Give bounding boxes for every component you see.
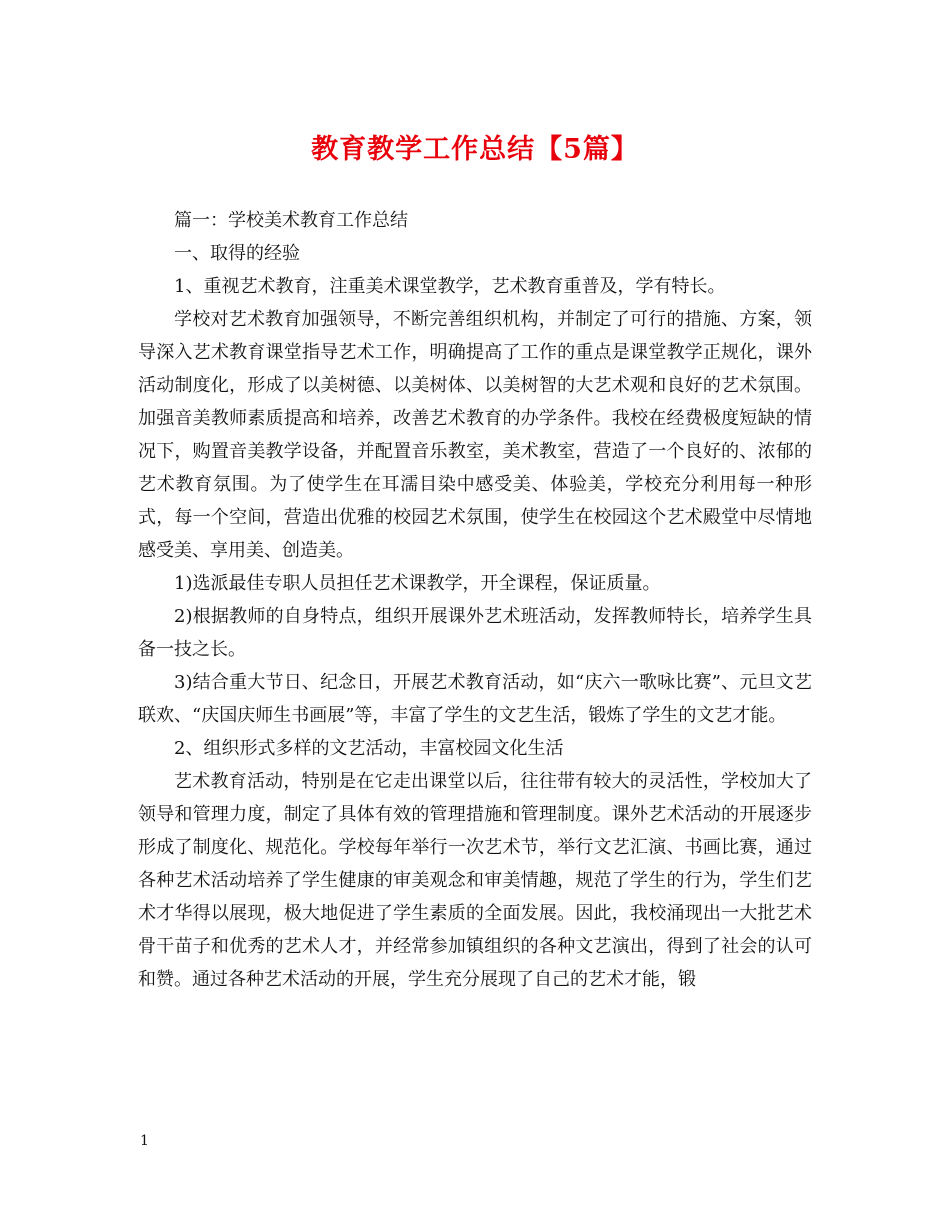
paragraph-5: 1)选派最佳专职人员担任艺术课教学，开全课程，保证质量。: [174, 573, 661, 594]
paragraph-7: 3)结合重大节日、纪念日，开展艺术教育活动，如“庆六一歌咏比赛”、元旦文艺联欢、“庆国庆师生书画展”等，丰富了学生的文艺生活，锻炼了学生的文艺才能。: [138, 672, 812, 726]
paragraph-1: 篇一：学校美术教育工作总结: [174, 210, 408, 231]
paragraph-9: 艺术教育活动，特别是在它走出课堂以后，往往带有较大的灵活性，学校加大了领导和管理力度，制定了具体有效的管理措施和管理制度。课外艺术活动的开展逐步形成了制度化、规范化。学校每年举行一次艺术节，举行文艺汇演、书画比赛，通过各种艺术活动培养了学生健康的审美观念和审美情趣，规范了学生的行为，学生们艺术才华得以展现，极大地促进了学生素质的全面发展。因此，我校涌现出一大批艺术骨干苗子和优秀的艺术人才，并经常参加镇组织的各种文艺演出，得到了社会的认可和赞。通过各种艺术活动的开展，学生充分展现了自己的艺术才能，锻: [138, 771, 812, 990]
paragraph-8: 2、组织形式多样的文艺活动，丰富校园文化生活: [174, 738, 564, 759]
paragraph-2: 一、取得的经验: [174, 243, 300, 264]
page-number: 1: [140, 1133, 149, 1149]
document-body: [138, 204, 812, 996]
paragraph-3: 1、重视艺术教育，注重美术课堂教学，艺术教育重普及，学有特长。: [174, 276, 726, 297]
paragraph-4: 学校对艺术教育加强领导，不断完善组织机构，并制定了可行的措施、方案，领导深入艺术教育课堂指导艺术工作，明确提高了工作的重点是课堂教学正规化，课外活动制度化，形成了以美树德、以美树体、以美树智的大艺术观和良好的艺术氛围。加强音美教师素质提高和培养，改善艺术教育的办学条件。我校在经费极度短缺的情况下，购置音美教学设备，并配置音乐教室，美术教室，营造了一个良好的、浓郁的艺术教育氛围。为了使学生在耳濡目染中感受美、体验美，学校充分利用每一种形式，每一个空间，营造出优雅的校园艺术氛围，使学生在校园这个艺术殿堂中尽情地感受美、享用美、创造美。: [138, 309, 812, 561]
document-title: 教育教学工作总结【5篇】: [311, 134, 639, 165]
paragraph-6: 2)根据教师的自身特点，组织开展课外艺术班活动，发挥教师特长，培养学生具备一技之长。: [138, 606, 812, 660]
